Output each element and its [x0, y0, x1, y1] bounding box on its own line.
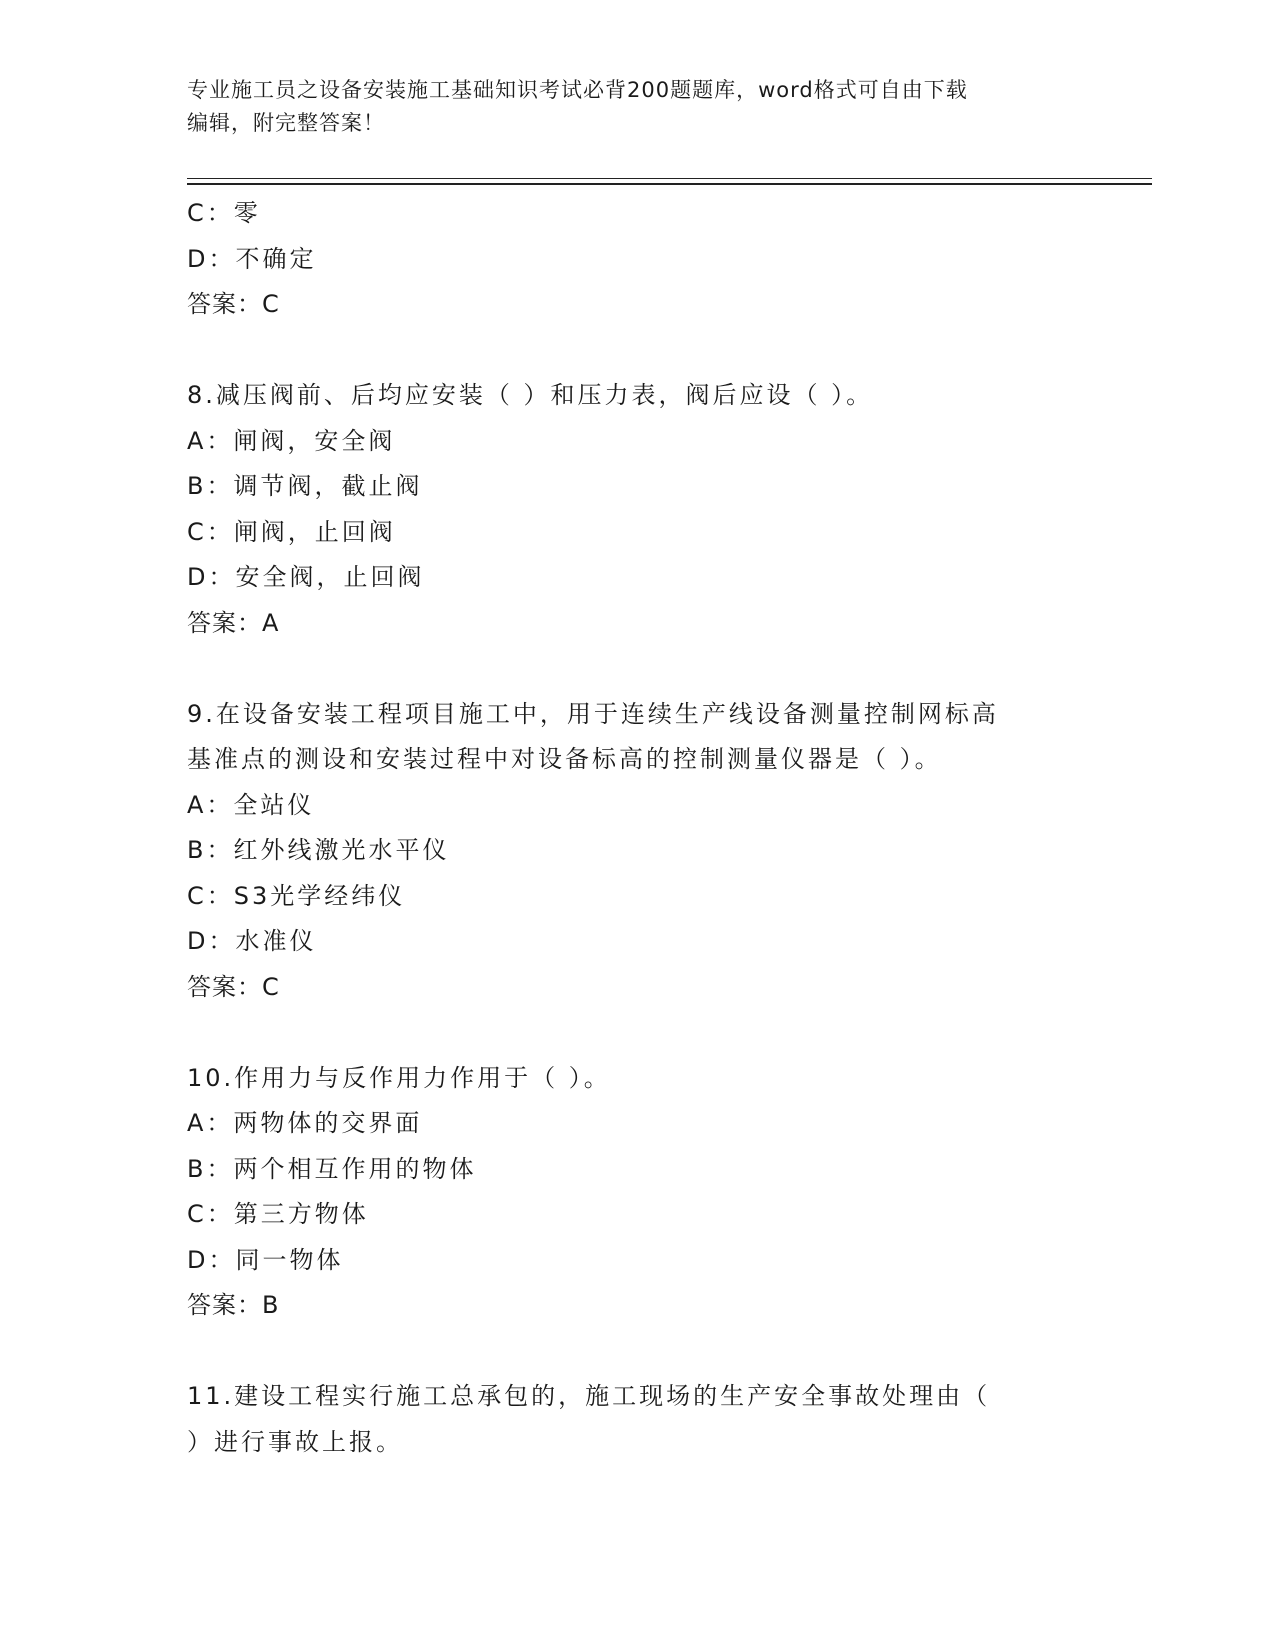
header-line-2: 编辑，附完整答案！ [187, 111, 385, 135]
answer-line: 答案：C [187, 972, 280, 1001]
question-list [187, 191, 1087, 1465]
option-b: B：两个相互作用的物体 [187, 1154, 477, 1183]
option-d: D：同一物体 [187, 1245, 344, 1274]
answer-line: 答案：A [187, 608, 280, 637]
question-8 [187, 373, 1087, 646]
header-divider-thick [187, 183, 1152, 185]
option-c: C：闸阀，止回阀 [187, 517, 396, 546]
option-b: B：调节阀，截止阀 [187, 472, 423, 500]
question-stem: 10.作用力与反作用力作用于（ ）。 [187, 1063, 611, 1092]
spacer [187, 328, 1087, 374]
option-a: A：闸阀，安全阀 [187, 426, 396, 455]
question-stem: 8.减压阀前、后均应安装（ ）和压力表，阀后应设（ ）。 [187, 381, 874, 409]
question-stem-continued: ）进行事故上报。 [187, 1427, 403, 1456]
spacer [187, 646, 1087, 692]
spacer [187, 1329, 1087, 1375]
spacer [187, 1010, 1087, 1056]
answer-line: 答案：B [187, 1291, 280, 1319]
question-stem: 11.建设工程实行施工总承包的，施工现场的生产安全事故处理由（ [187, 1382, 991, 1410]
continued-question [187, 191, 1087, 328]
question-stem: 9.在设备安装工程项目施工中，用于连续生产线设备测量控制网标高 [187, 699, 999, 728]
option-a: A：两物体的交界面 [187, 1109, 423, 1137]
question-9 [187, 692, 1087, 1011]
header-divider-thin [187, 178, 1152, 179]
question-11 [187, 1374, 1087, 1465]
option-c: C：零 [187, 199, 261, 227]
option-d: D：水准仪 [187, 927, 317, 955]
option-c: C：S3光学经纬仪 [187, 881, 406, 910]
option-c: C：第三方物体 [187, 1200, 369, 1228]
option-d: D：不确定 [187, 244, 317, 273]
option-a: A：全站仪 [187, 790, 315, 819]
page-header [187, 74, 1067, 140]
question-10 [187, 1056, 1087, 1329]
option-b: B：红外线激光水平仪 [187, 836, 450, 864]
question-stem-continued: 基准点的测设和安装过程中对设备标高的控制测量仪器是（ ）。 [187, 745, 942, 773]
option-d: D：安全阀，止回阀 [187, 563, 425, 591]
answer-line: 答案：C [187, 290, 280, 318]
header-line-1: 专业施工员之设备安装施工基础知识考试必背200题题库，word格式可自由下载 [187, 78, 968, 102]
